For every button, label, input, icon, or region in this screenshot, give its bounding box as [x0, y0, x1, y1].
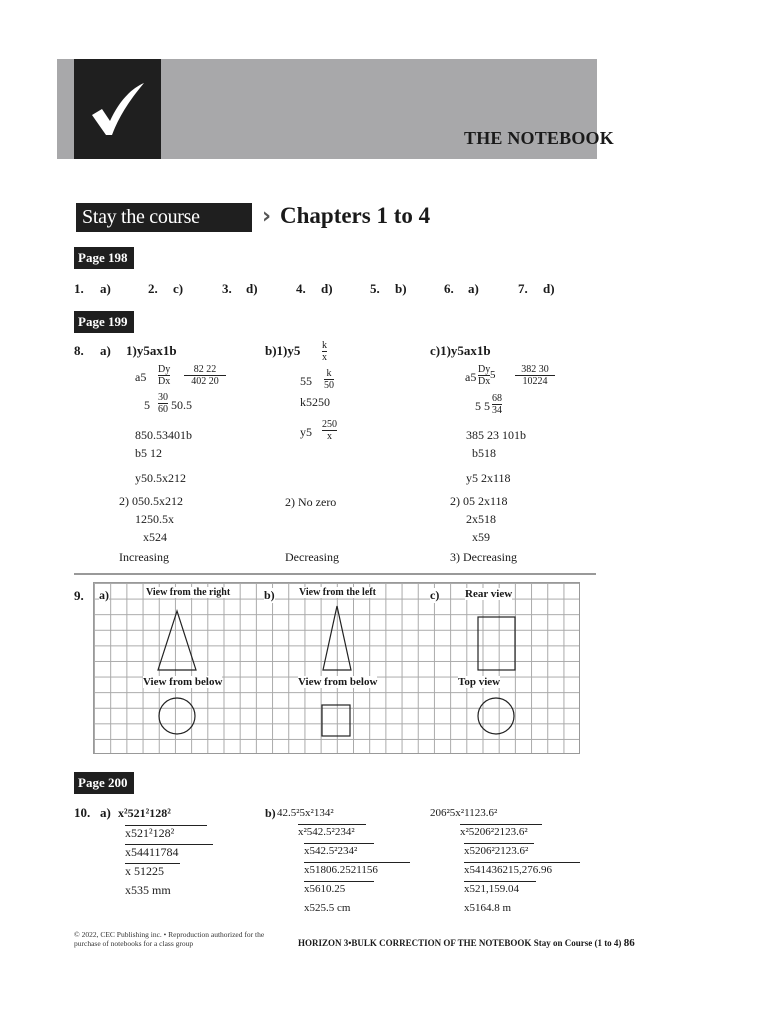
underline	[304, 862, 410, 863]
q8b-line4-prefix: y5	[300, 425, 312, 439]
q8b-label: b)1)y5	[265, 343, 301, 358]
chevron-right-icon: ›	[262, 204, 272, 229]
underline	[125, 844, 213, 845]
page-tag-198: Page 198	[74, 247, 134, 269]
page-tag-200: Page 200	[74, 772, 134, 794]
q8a-line5: b5 12	[135, 446, 162, 460]
underline	[464, 843, 534, 844]
notebook-title: THE NOTEBOOK	[464, 128, 614, 148]
footer-running-title	[298, 937, 635, 949]
chapters-title: Chapters 1 to 4	[280, 203, 431, 228]
q8a-label: a)	[100, 343, 111, 358]
q8c-line6: y5 2x118	[466, 471, 511, 485]
underline	[125, 825, 207, 826]
underline	[298, 824, 366, 825]
q8b-part2: 2) No zero	[285, 495, 337, 509]
square-shape-b	[322, 705, 350, 736]
q8c-eq5: 5	[490, 369, 496, 381]
q10b-label: b)	[265, 806, 276, 820]
q10b-line: x51806.2521156	[304, 864, 378, 876]
q8c-line4: 385 23 101b	[466, 428, 526, 442]
q8a-five: 5	[144, 398, 150, 412]
underline	[464, 862, 580, 863]
underline	[304, 843, 374, 844]
q10a-line: x 51225	[125, 864, 164, 878]
q8b-line2-frac: k 50	[324, 368, 334, 391]
q10c-line: x5206²2123.6²	[464, 845, 529, 857]
q10b-line: x542.5²234²	[304, 845, 358, 857]
question-num-10: 10.	[74, 805, 91, 820]
question-num-9: 9.	[74, 588, 84, 603]
q8c-dydx: Dy Dx	[478, 364, 491, 387]
q8a-dydx: Dy Dx	[158, 364, 171, 387]
answer-num: 2.	[148, 281, 158, 296]
q9a-top-caption: View from the right	[146, 587, 231, 598]
q10c-line: x²5206²2123.6²	[460, 826, 528, 838]
q9b-bottom-caption: View from below	[298, 676, 378, 688]
answer-num: 5.	[370, 281, 380, 296]
q8c-frac2: 382 30 10224	[515, 364, 555, 387]
q8b-frac: k x	[322, 340, 327, 363]
q8a-part2-line1: 2) 050.5x212	[119, 494, 183, 508]
section-label: Stay the course	[76, 203, 252, 232]
q10b-line: x525.5 cm	[304, 902, 351, 914]
question-num-8: 8.	[74, 343, 84, 358]
q8c-part2-line1: 2) 05 2x118	[450, 494, 508, 508]
q8c-label: c)1)y5ax1b	[430, 343, 491, 358]
q8c-result: 3) Decreasing	[450, 550, 517, 564]
answer-num: 1.	[74, 281, 84, 296]
answer-value: d)	[543, 281, 555, 296]
answer-value: b)	[395, 281, 407, 296]
circle-shape-c	[478, 698, 514, 734]
q8b-line2-prefix: 55	[300, 374, 312, 388]
q10b-line: x²542.5²234²	[298, 826, 355, 838]
answer-value: d)	[321, 281, 333, 296]
q10a-label: a)	[100, 805, 111, 820]
q8b-line3: k5250	[300, 395, 330, 409]
q8a-line1: 1)y5ax1b	[126, 343, 177, 358]
q8c-line3-prefix: 5 5	[475, 399, 490, 413]
q10b-line: 42.5²5x²134²	[277, 807, 334, 819]
answer-value: a)	[468, 281, 479, 296]
q8a-line4: 850.53401b	[135, 428, 192, 442]
q9b-label: b)	[264, 588, 275, 602]
q8a-a-prefix: a5	[135, 370, 147, 384]
underline	[464, 881, 536, 882]
page-tag-199: Page 199	[74, 311, 134, 333]
answer-num: 4.	[296, 281, 306, 296]
q9b-top-caption: View from the left	[299, 587, 376, 598]
q8a-frac3: 30 60	[158, 392, 168, 415]
q10a-line: x54411784	[125, 845, 179, 859]
footer-copyright: © 2022, CEC Publishing inc. • Reproduction authorized for the purchase of notebooks for a class group	[74, 930, 265, 948]
q9c-bottom-caption: Top view	[458, 676, 501, 688]
page-number: 86	[623, 937, 635, 949]
answer-num: 3.	[222, 281, 232, 296]
q8b-line4-frac: 250 x	[322, 419, 337, 442]
q10c-line: x541436215,276.96	[464, 864, 552, 876]
answer-num: 7.	[518, 281, 528, 296]
q10c-line: x5164.8 m	[464, 902, 512, 914]
q8a-result: Increasing	[119, 550, 169, 564]
answer-value: a)	[100, 281, 111, 296]
q9c-label: c)	[430, 588, 440, 602]
q10a-line: x535 mm	[125, 883, 171, 897]
q8b-result: Decreasing	[285, 550, 339, 564]
q9c-top-caption: Rear view	[465, 588, 513, 600]
q8c-part2-line2: 2x518	[466, 512, 496, 526]
triangle-shape-b	[323, 606, 351, 670]
q8a-part2-line2: 1250.5x	[135, 512, 174, 526]
rectangle-shape-c	[478, 617, 515, 670]
answer-num: 6.	[444, 281, 454, 296]
q8c-part2-line3: x59	[472, 530, 490, 544]
q9a-label: a)	[99, 588, 109, 602]
q8a-frac3-after: 50.5	[171, 398, 192, 412]
answer-value: c)	[173, 281, 184, 296]
q10a-line: x²521²128²	[118, 806, 171, 820]
circle-shape-a	[159, 698, 195, 734]
q8c-line5: b518	[472, 446, 496, 460]
underline	[304, 881, 374, 882]
q10b-line: x5610.25	[304, 883, 346, 895]
q10c-line: x521,159.04	[464, 883, 519, 895]
q8c-line3-frac: 68 34	[492, 393, 502, 416]
q10c-line: 206²5x²1123.6²	[430, 807, 498, 819]
q8c-a-prefix: a5	[465, 370, 477, 384]
footer-title-text: HORIZON 3•BULK CORRECTION OF THE NOTEBOOK Stay on Course (1 to 4)	[298, 938, 622, 948]
q8a-line6: y50.5x212	[135, 471, 186, 485]
underline	[125, 863, 180, 864]
q8a-part2-line3: x524	[143, 530, 167, 544]
triangle-shape-a	[158, 611, 196, 670]
q9a-bottom-caption: View from below	[143, 676, 223, 688]
underline	[460, 824, 542, 825]
q10a-line: x521²128²	[125, 826, 175, 840]
answer-value: d)	[246, 281, 258, 296]
q8a-frac2: 82 22 402 20	[184, 364, 226, 387]
